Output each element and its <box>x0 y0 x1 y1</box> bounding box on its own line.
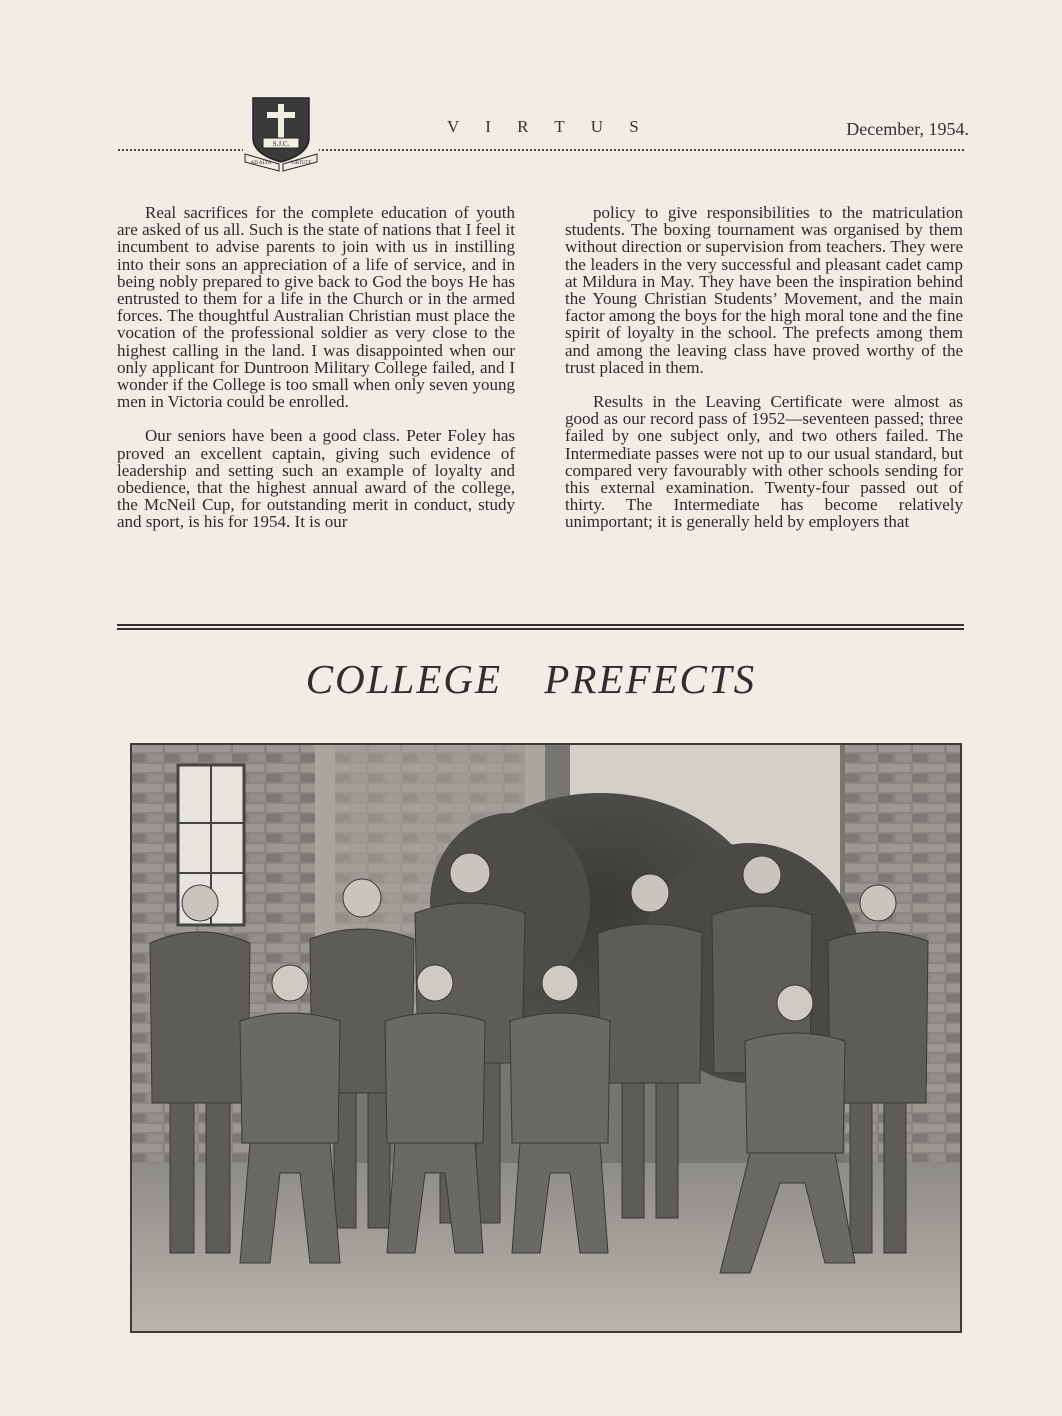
masthead-title: V I R T U S <box>447 117 650 136</box>
svg-text:VIRTUTE: VIRTUTE <box>290 161 312 166</box>
issue-date: December, 1954. <box>846 119 969 139</box>
section-divider <box>117 624 964 630</box>
svg-text:AD ALTA: AD ALTA <box>250 161 272 166</box>
paragraph: Results in the Leaving Certificate were almost as good as our record pass of 1952—seventeen passed; three failed by one subject only, and two others failed. The Intermediate passes were not up to our usual standard, but compared very favourably with other schools sending for this external examination. Twenty-four passed out of thirty. The Intermediate has become relatively unimportant; it is generally held by employers that <box>565 392 963 532</box>
college-crest-icon <box>243 92 319 172</box>
group-photograph <box>130 743 962 1333</box>
section-title: COLLEGE PREFECTS <box>305 656 757 702</box>
paragraph: Real sacrifices for the complete education of youth are asked of us all. Such is the state of nations that I feel it incumbent to advise parents to join with us in instilling into their sons an appreciation of a life of service, and in being nobly prepared to give back to God the boys He has entrusted to them for a life in the Church or in the armed forces. The thoughtful Australian Christian must place the vocation of the professional soldier as very close to the highest calling in the land. I was disappointed when our only applicant for Duntroon Military College failed, and I wonder if the College is too small when only seven young men in Victoria could be enrolled. <box>117 203 515 412</box>
paragraph: Our seniors have been a good class. Peter Foley has proved an excellent captain, giving such evidence of leadership and setting such an example of loyalty and obedience, that the highest annual award of the college, the McNeil Cup, for outstanding merit in conduct, study and sport, is his for 1954. It is our <box>117 426 515 532</box>
paragraph: policy to give responsibilities to the matriculation students. The boxing tournament was organised by them without direction or supervision from teachers. They were the leaders in the very successful and pleasant cadet camp at Mildura in May. They have been the inspiration behind the Young Christian Students’ Movement, and the main factor among the boys for the high moral tone and the fine spirit of loyalty in the school. The prefects among them and among the leaving class have proved worthy of the trust placed in them. <box>565 203 963 377</box>
right-column <box>565 204 963 548</box>
left-column <box>117 204 515 548</box>
svg-text:S.J.C.: S.J.C. <box>272 140 290 148</box>
